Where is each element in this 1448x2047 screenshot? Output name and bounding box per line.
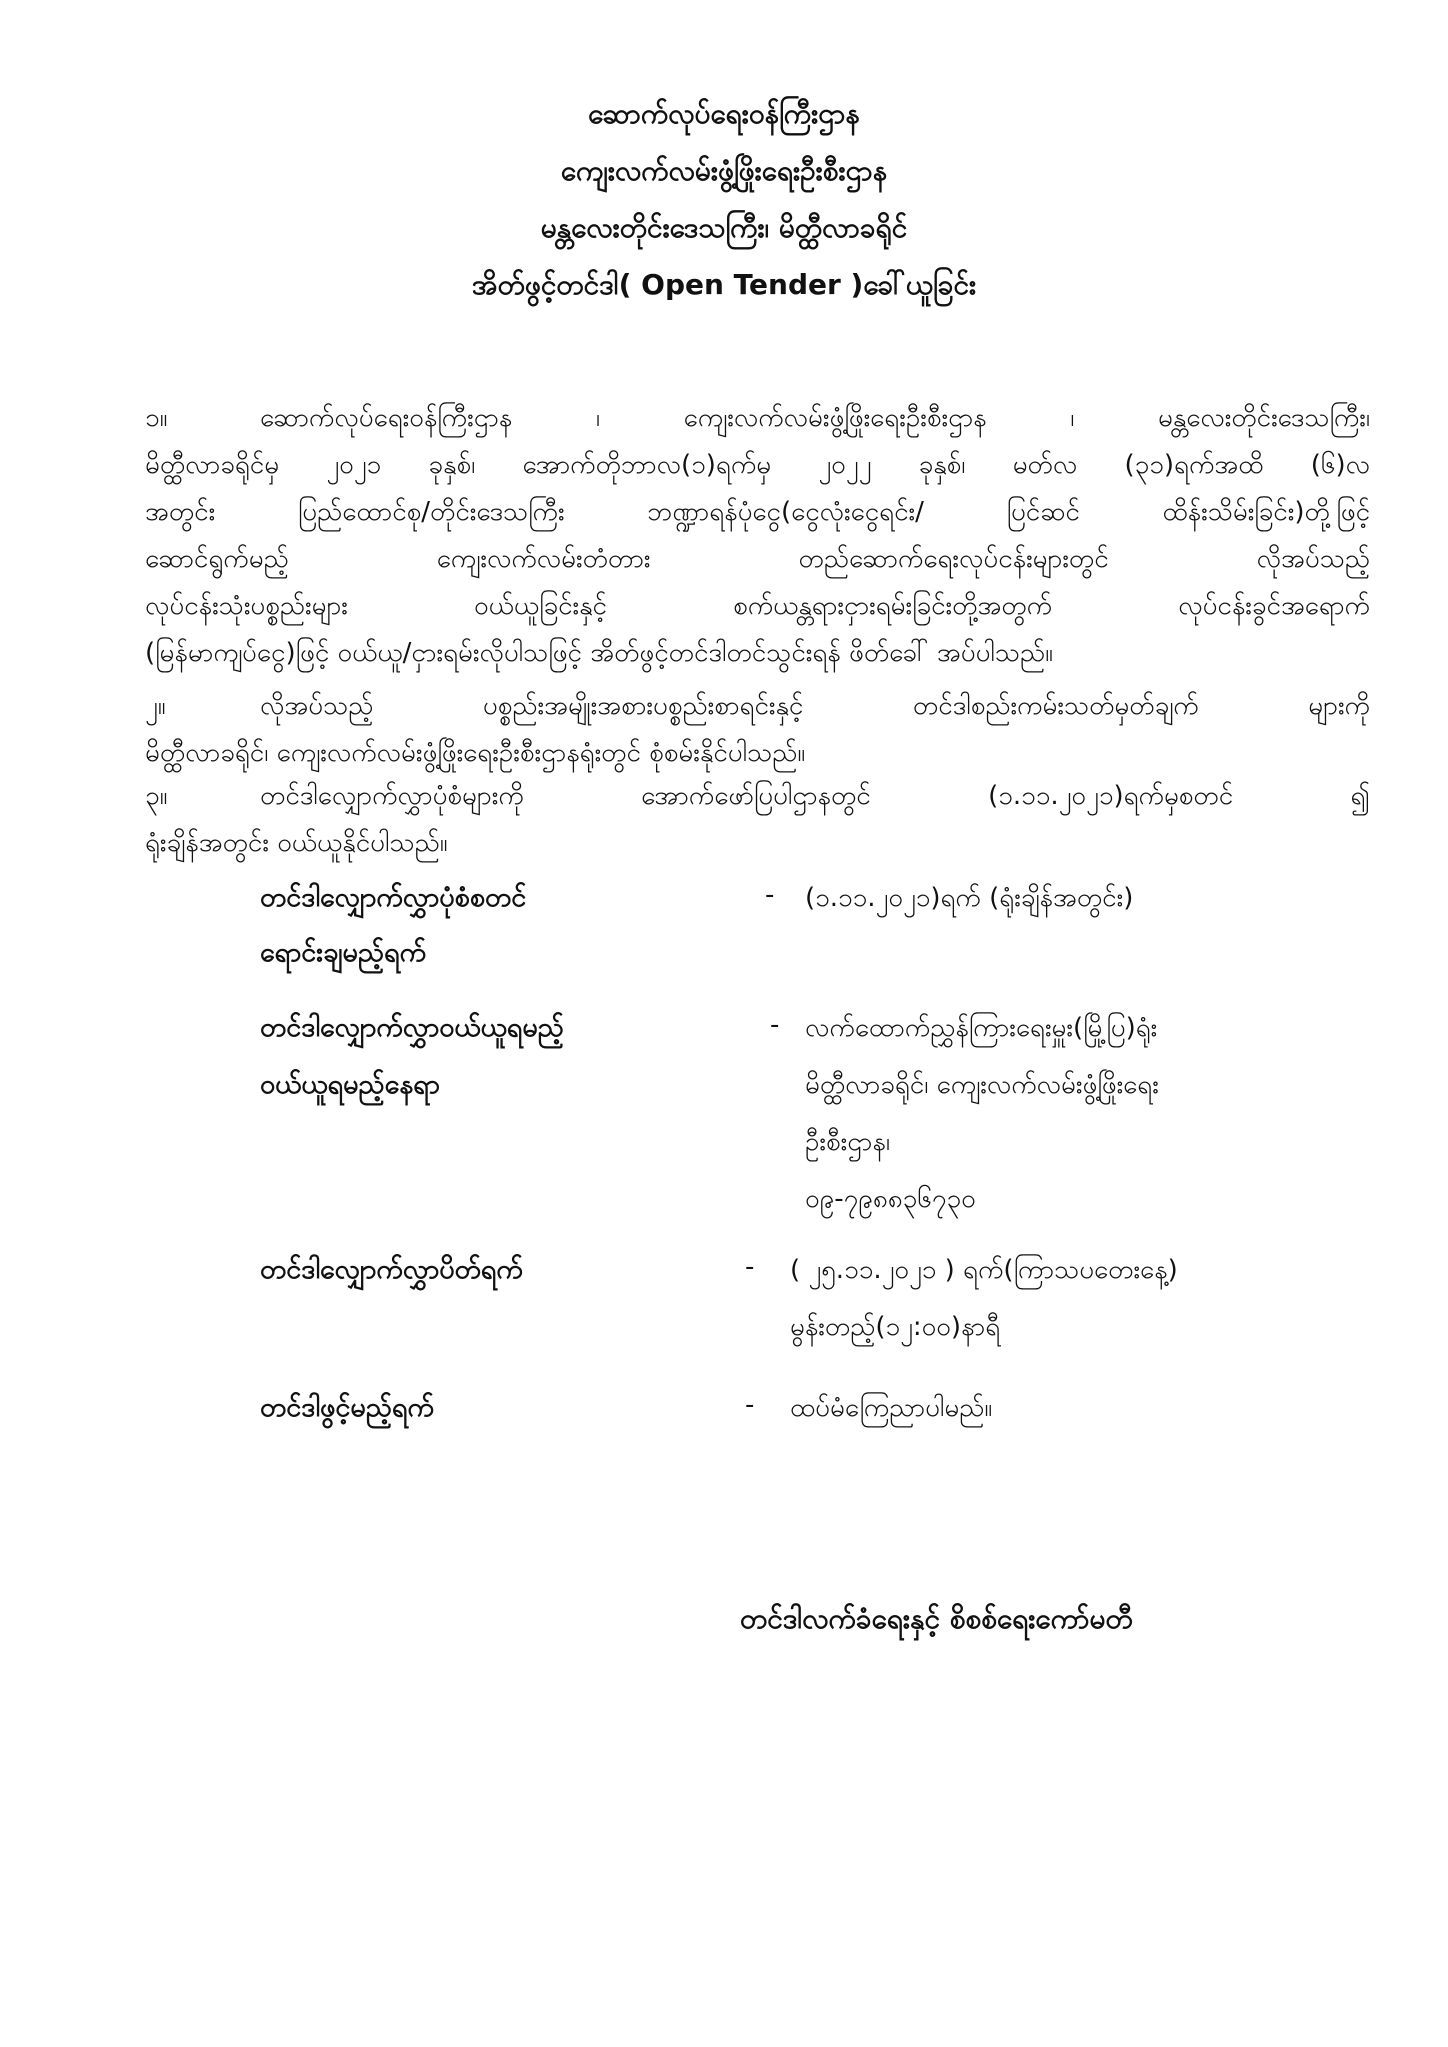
paragraph-2-number: ၂။ — [145, 691, 166, 721]
detail-closing-value: ( ၂၅.၁၁.၂၀၂၁ ) ရက်(ကြာသပတေးနေ့) — [790, 1255, 1178, 1285]
detail-dash: - — [745, 1390, 755, 1420]
detail-opening-value: ထပ်မံကြေညာပါမည်။ — [790, 1393, 993, 1423]
detail-dash: - — [770, 1010, 780, 1040]
detail-purchase-label: ဝယ်ယူရမည့်နေရာ — [260, 1069, 440, 1100]
paragraph-3-number: ၃။ — [145, 781, 168, 811]
detail-opening-label: တင်ဒါဖွင့်မည့်ရက် — [260, 1392, 434, 1423]
detail-closing-label: တင်ဒါလျှောက်လွှာပိတ်ရက် — [260, 1254, 523, 1285]
header-ministry: ဆောက်လုပ်ရေးဝန်ကြီးဌာန — [588, 97, 860, 130]
detail-sale-start-label: တင်ဒါလျှောက်လွှာပုံစံစတင် — [260, 882, 527, 913]
paragraph-3-line: ရုံးချိန်အတွင်း ဝယ်ယူနိုင်ပါသည်။ — [145, 828, 448, 858]
detail-sale-start-value: (၁.၁၁.၂၀၂၁)ရက် (ရုံးချိန်အတွင်း) — [805, 883, 1134, 913]
detail-dash: - — [745, 1252, 755, 1282]
paragraph-3-line: တင်ဒါလျှောက်လွှာပုံစံများကို အောက်ဖော်ပြပါဌာနတွင် (၁.၁၁.၂၀၂၁)ရက်မှစတင် ၍ — [260, 781, 1370, 811]
detail-purchase-label: တင်ဒါလျှောက်လွှာဝယ်ယူရမည့် — [260, 1012, 564, 1043]
paragraph-1-line: ဆောင်ရွက်မည့် ကျေးလက်လမ်းတံတား တည်ဆောက်ရေးလုပ်ငန်းများတွင် လိုအပ်သည့် — [145, 544, 1370, 574]
header-department: ကျေးလက်လမ်းဖွံ့ဖြိုးရေးဦးစီးဌာန — [560, 154, 888, 187]
paragraph-2-line: မိတ္ထီလာခရိုင်၊ ကျေးလက်လမ်းဖွံ့ဖြိုးရေးဦးစီးဌာနရုံးတွင် စုံစမ်းနိုင်ပါသည်။ — [145, 738, 806, 768]
paragraph-1-line: အတွင်း ပြည်ထောင်စု/တိုင်းဒေသကြီး ဘဏ္ဍာရန်ပုံငွေ(ငွေလုံးငွေရင်း/ ပြင်ဆင် ထိန်းသိမ်းခြင်း)တို့ဖြင့် — [145, 497, 1370, 527]
detail-purchase-value: လက်ထောက်ညွှန်ကြားရေးမှူး(မြို့ပြ)ရုံး — [805, 1013, 1158, 1043]
paragraph-1-line: လုပ်ငန်းသုံးပစ္စည်းများ ဝယ်ယူခြင်းနှင့် စက်ယန္တရားငှားရမ်းခြင်းတို့အတွက် လုပ်ငန်းခွင်အရောက် — [145, 591, 1370, 621]
paragraph-1-line: (မြန်မာကျပ်ငွေ)ဖြင့် ဝယ်ယူ/ငှားရမ်းလိုပါသဖြင့် အိတ်ဖွင့်တင်ဒါတင်သွင်းရန် ဖိတ်ခေါ် အပ်ပါသည်။ — [145, 638, 1054, 668]
detail-sale-start-label: ရောင်းချမည့်ရက် — [260, 937, 427, 968]
signature-committee: တင်ဒါလက်ခံရေးနှင့် စိစစ်ရေးကော်မတီ — [740, 1602, 1133, 1635]
detail-phone-value: ၀၉-၇၉၈၈၃၆၇၃၀ — [805, 1184, 976, 1214]
paragraph-1-number: ၁။ — [145, 403, 168, 433]
paragraph-2-line: လိုအပ်သည့် ပစ္စည်းအမျိုးအစားပစ္စည်းစာရင်းနှင့် တင်ဒါစည်းကမ်းသတ်မှတ်ချက် များကို — [260, 691, 1370, 721]
detail-closing-value: မွန်းတည့်(၁၂:၀၀)နာရီ — [790, 1312, 1001, 1342]
paragraph-1-line: မိတ္ထီလာခရိုင်မှ ၂၀၂၁ ခုနှစ်၊ အောက်တိုဘာလ(၁)ရက်မှ ၂၀၂၂ ခုနှစ်၊ မတ်လ (၃၁)ရက်အထိ (၆)လ — [145, 450, 1370, 480]
detail-purchase-value: ဦးစီးဌာန၊ — [805, 1127, 890, 1157]
header-region: မန္တလေးတိုင်းဒေသကြီး၊ မိတ္ထီလာခရိုင် — [540, 211, 908, 244]
detail-purchase-value: မိတ္ထီလာခရိုင်၊ ကျေးလက်လမ်းဖွံ့ဖြိုးရေး — [805, 1070, 1159, 1100]
detail-dash: - — [765, 880, 775, 910]
header-tender-title: အိတ်ဖွင့်တင်ဒါ( Open Tender )ခေါ်ယူခြင်း — [471, 268, 977, 301]
paragraph-1-line: ဆောက်လုပ်ရေးဝန်ကြီးဌာန ၊ ကျေးလက်လမ်းဖွံ့ဖြိုးရေးဦးစီးဌာန ၊ မန္တလေးတိုင်းဒေသကြီး၊ — [260, 403, 1370, 433]
